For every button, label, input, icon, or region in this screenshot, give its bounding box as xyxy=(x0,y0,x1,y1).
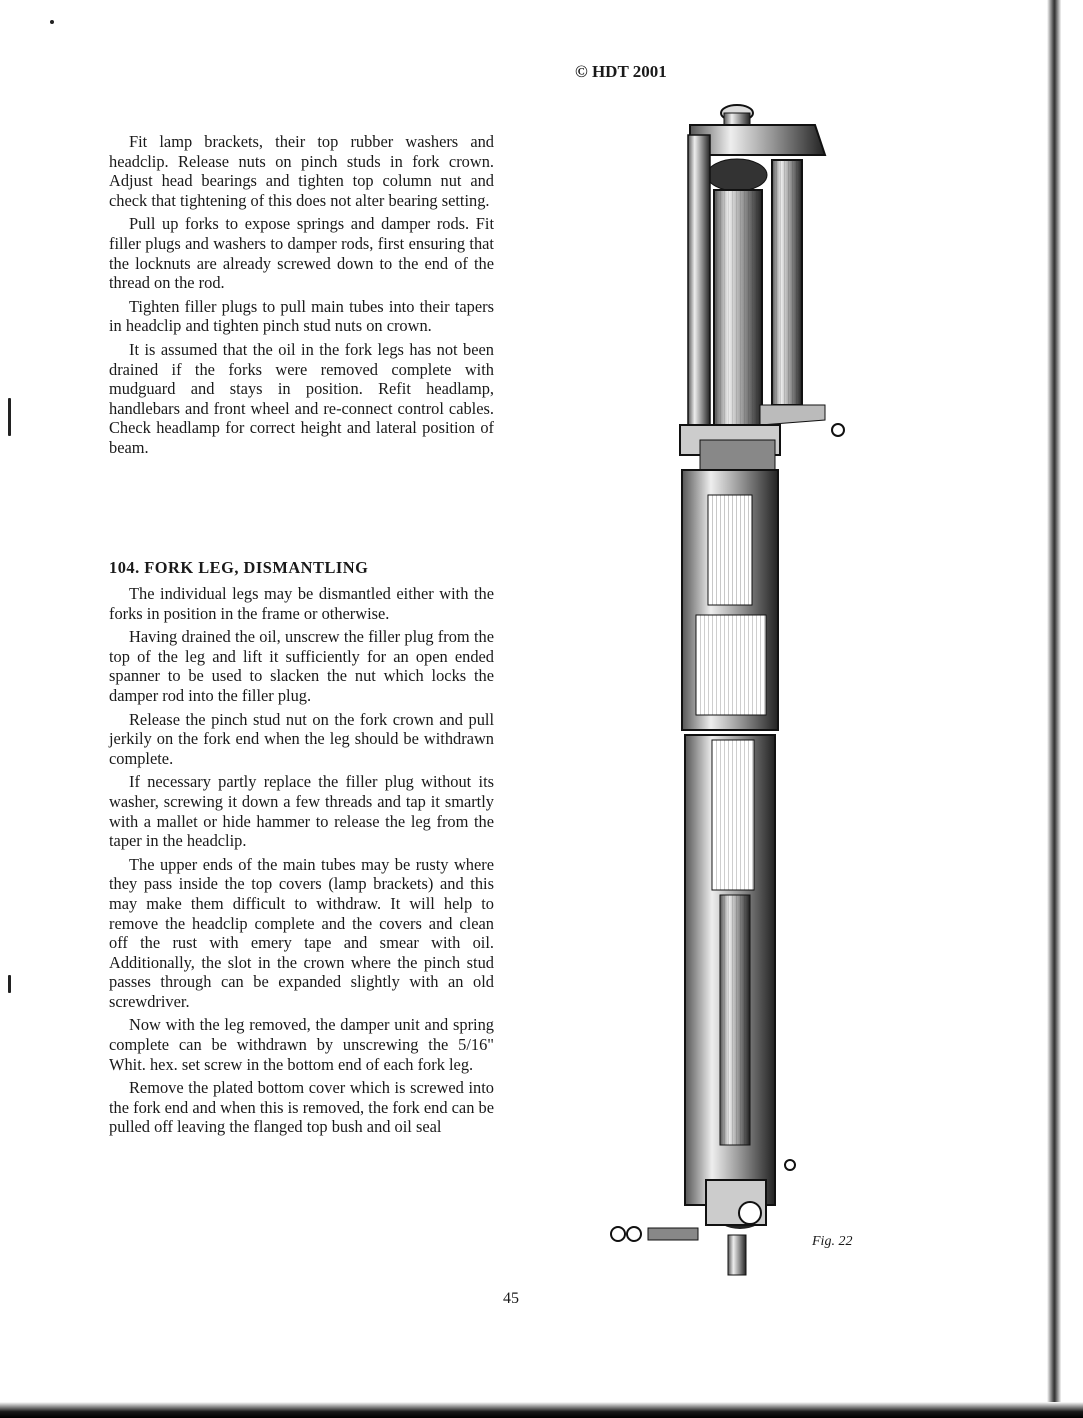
fork-leg-illustration xyxy=(600,95,870,1295)
paragraph: Remove the plated bottom cover which is screwed into the fork end and when this is removed, the fork end can be pulled off leaving the flanged top bush and oil seal xyxy=(109,1078,494,1137)
side-tube xyxy=(760,160,844,436)
scan-edge-right xyxy=(1047,0,1061,1418)
section-text-column xyxy=(109,584,494,1141)
paragraph: Release the pinch stud nut on the fork crown and pull jerkily on the fork end when the leg should be withdrawn complete. xyxy=(109,709,494,768)
paragraph: Now with the leg removed, the damper unit and spring complete can be withdrawn by unscrewing the 5/16" Whit. hex. set screw in the bottom end of each fork leg. xyxy=(109,1015,494,1074)
section-heading: 104. FORK LEG, DISMANTLING xyxy=(109,558,369,577)
paragraph: The individual legs may be dismantled either with the forks in position in the frame or otherwise. xyxy=(109,584,494,623)
paragraph: Pull up forks to expose springs and damper rods. Fit filler plugs and washers to damper rods, first ensuring that the locknuts are already screwed down to the end of the thread on the rod. xyxy=(109,214,494,293)
lamp-bracket xyxy=(688,135,710,435)
page-number: 45 xyxy=(503,1290,519,1307)
lower-leg xyxy=(685,735,775,1229)
stanchion-tube xyxy=(714,190,762,430)
spring-housing xyxy=(682,470,778,730)
paragraph: If necessary partly replace the filler plug without its washer, screwing it down a few threads and tap it smartly with a mallet or hide hammer to release the leg from the taper in the headclip. xyxy=(109,772,494,851)
paragraph: Having drained the oil, unscrew the filler plug from the top of the leg and lift it sufficiently for an open ended spanner to be used to slacken the nut which locks the damper rod into the filler plug. xyxy=(109,627,494,705)
intro-text-column xyxy=(109,132,494,462)
scan-edge-bottom xyxy=(0,1402,1083,1418)
scan-mark xyxy=(8,398,11,436)
paragraph: Fit lamp brackets, their top rubber washers and headclip. Release nuts on pinch studs in fork crown. Adjust head bearings and tighten top column nut and check that tightening of this does not alter bearing setting. xyxy=(109,132,494,210)
scan-mark xyxy=(8,975,11,993)
figure-caption: Fig. 22 xyxy=(812,1234,853,1249)
copyright-notice: © HDT 2001 xyxy=(575,62,667,81)
spindle-and-nuts xyxy=(611,1227,698,1241)
fork-crown xyxy=(680,425,780,470)
scan-speck xyxy=(50,20,54,24)
paragraph: It is assumed that the oil in the fork legs has not been drained if the forks were removed complete with mudguard and stays in position. Refit headlamp, handlebars and front wheel and re-connect control cables. Check headlamp for correct height and lateral position of beam. xyxy=(109,339,494,457)
paragraph: The upper ends of the main tubes may be rusty where they pass inside the top covers (lamp brackets) and this may make them difficult to withdraw. It will help to remove the headclip complete and the covers and clean off the rust with emery tape and smear with oil. Additionally, the slot in the crown where the pinch stud passes through can be expanded slightly with an old screwdriver. xyxy=(109,854,494,1011)
paragraph: Tighten filler plugs to pull main tubes into their tapers in headclip and tighten pinch stud nuts on crown. xyxy=(109,296,494,336)
